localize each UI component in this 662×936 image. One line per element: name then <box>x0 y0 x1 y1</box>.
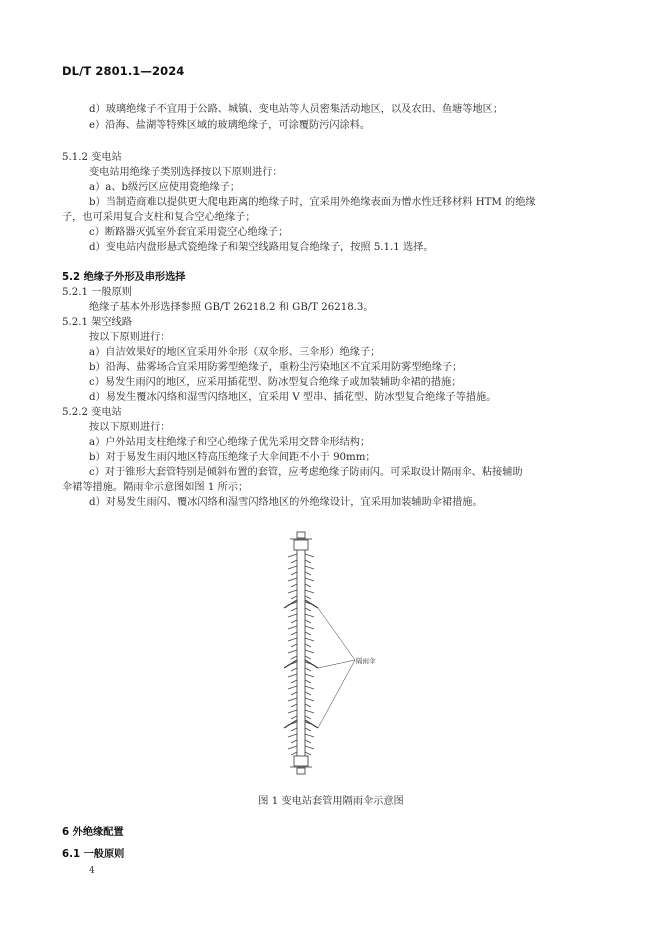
insulator-shed <box>291 584 311 587</box>
text-line: a）户外站用支柱绝缘子和空心绝缘子优先采用交替伞形结构； <box>89 437 371 448</box>
text-line: b）对于易发生雨闪地区特高压绝缘子大伞间距不小于 90mm； <box>89 452 376 463</box>
text-line: c）对于锥形大套管特别是倾斜布置的套管，应考虑绝缘子防雨闪。可采取设计隔雨伞、粘接辅助 <box>89 467 523 478</box>
text-line: a）a、b级污区应使用瓷绝缘子； <box>89 182 241 193</box>
insulator-shed <box>288 578 314 581</box>
document-code-header: DL/T 2801.1—2024 <box>62 64 185 78</box>
subsection-heading: 5.2.2 变电站 <box>62 407 122 418</box>
insulator-shed <box>288 746 314 749</box>
insulator-shed <box>291 572 311 575</box>
insulator-shed <box>288 590 314 593</box>
insulator-shed <box>291 608 311 611</box>
subsection-heading: 5.1.2 变电站 <box>62 152 122 163</box>
page-number: 4 <box>89 866 95 876</box>
insulator-shed <box>291 680 311 683</box>
text-line: 按以下原则进行： <box>89 422 171 433</box>
insulator-shed <box>291 632 311 635</box>
insulator-shed <box>288 710 314 713</box>
insulator-shed <box>291 620 311 623</box>
text-line: 子，也可采用复合支柱和复合空心绝缘子； <box>62 212 256 223</box>
insulator-shed <box>291 752 311 755</box>
text-line: 伞裙等措施。隔雨伞示意图如图 1 所示； <box>62 482 249 493</box>
insulator-shed <box>291 644 311 647</box>
insulator-shed <box>288 650 314 653</box>
insulator-shed <box>288 602 314 605</box>
insulator-shed <box>291 740 311 743</box>
text-line: d）玻璃绝缘子不宜用于公路、城镇、变电站等人员密集活动地区，以及农田、鱼塘等地区； <box>89 104 504 115</box>
text-line: e）沿海、盐湖等特殊区域的玻璃绝缘子，可涂覆防污闪涂料。 <box>89 120 371 131</box>
text-line: c）断路器灭弧室外套宜采用瓷空心绝缘子； <box>89 227 289 238</box>
insulator-shed <box>288 614 314 617</box>
insulator-shed <box>288 722 314 725</box>
insulator-shed <box>288 734 314 737</box>
text-line: b）沿海、盐雾场合宜采用防雾型绝缘子，重粉尘污染地区不宜采用防雾型绝缘子； <box>89 362 463 373</box>
insulator-shed <box>288 662 314 665</box>
rain-shed-label: 隔雨伞 <box>356 657 376 665</box>
text-line: d）变电站内盘形悬式瓷绝缘子和架空线路用复合绝缘子，按照 5.1.1 选择。 <box>89 242 434 253</box>
insulator-shed <box>291 560 311 563</box>
subsection-heading: 5.2.1 一般原则 <box>62 287 132 298</box>
text-line: d）易发生覆冰闪络和湿雪闪络地区，宜采用 V 型串、插花型、防冰型复合绝缘子等措施。 <box>89 392 497 403</box>
text-line: 按以下原则进行： <box>89 332 171 343</box>
chapter-heading: 6 外绝缘配置 <box>62 827 124 838</box>
text-line: b）当制造商难以提供更大爬电距离的绝缘子时，宜采用外绝缘表面为憎水性迁移材料 HTM 的绝缘 <box>89 197 536 208</box>
figure-caption: 图 1 变电站套管用隔雨伞示意图 <box>258 796 404 807</box>
section-heading: 5.2 绝缘子外形及串形选择 <box>62 272 186 283</box>
text-line: 变电站用绝缘子类别选择按以下原则进行： <box>89 167 283 178</box>
insulator-shed <box>291 668 311 671</box>
insulator-shed <box>288 698 314 701</box>
text-line: a）自洁效果好的地区宜采用外伞形（双伞形、三伞形）绝缘子； <box>89 347 381 358</box>
text-line: c）易发生雨闪的地区，应采用插花型、防冰型复合绝缘子或加装辅助伞裙的措施； <box>89 377 462 388</box>
insulator-shed <box>291 716 311 719</box>
insulator-shed <box>291 692 311 695</box>
insulator-shed <box>288 686 314 689</box>
bushing-rain-shed-figure <box>270 530 380 780</box>
insulator-shed <box>288 566 314 569</box>
insulator-shed <box>291 656 311 659</box>
text-line: 绝缘子基本外形选择参照 GB/T 26218.2 和 GB/T 26218.3。 <box>89 302 374 313</box>
subsection-heading: 5.2.1 架空线路 <box>62 317 132 328</box>
insulator-shed <box>291 728 311 731</box>
section-heading: 6.1 一般原则 <box>62 849 125 860</box>
insulator-shed <box>288 638 314 641</box>
insulator-shed <box>291 704 311 707</box>
text-line: d）对易发生雨闪、覆冰闪络和湿雪闪络地区的外绝缘设计，宜采用加装辅助伞裙措施。 <box>89 497 483 508</box>
insulator-shed <box>288 626 314 629</box>
insulator-shed <box>291 596 311 599</box>
insulator-shed <box>288 674 314 677</box>
insulator-shed <box>288 554 314 557</box>
